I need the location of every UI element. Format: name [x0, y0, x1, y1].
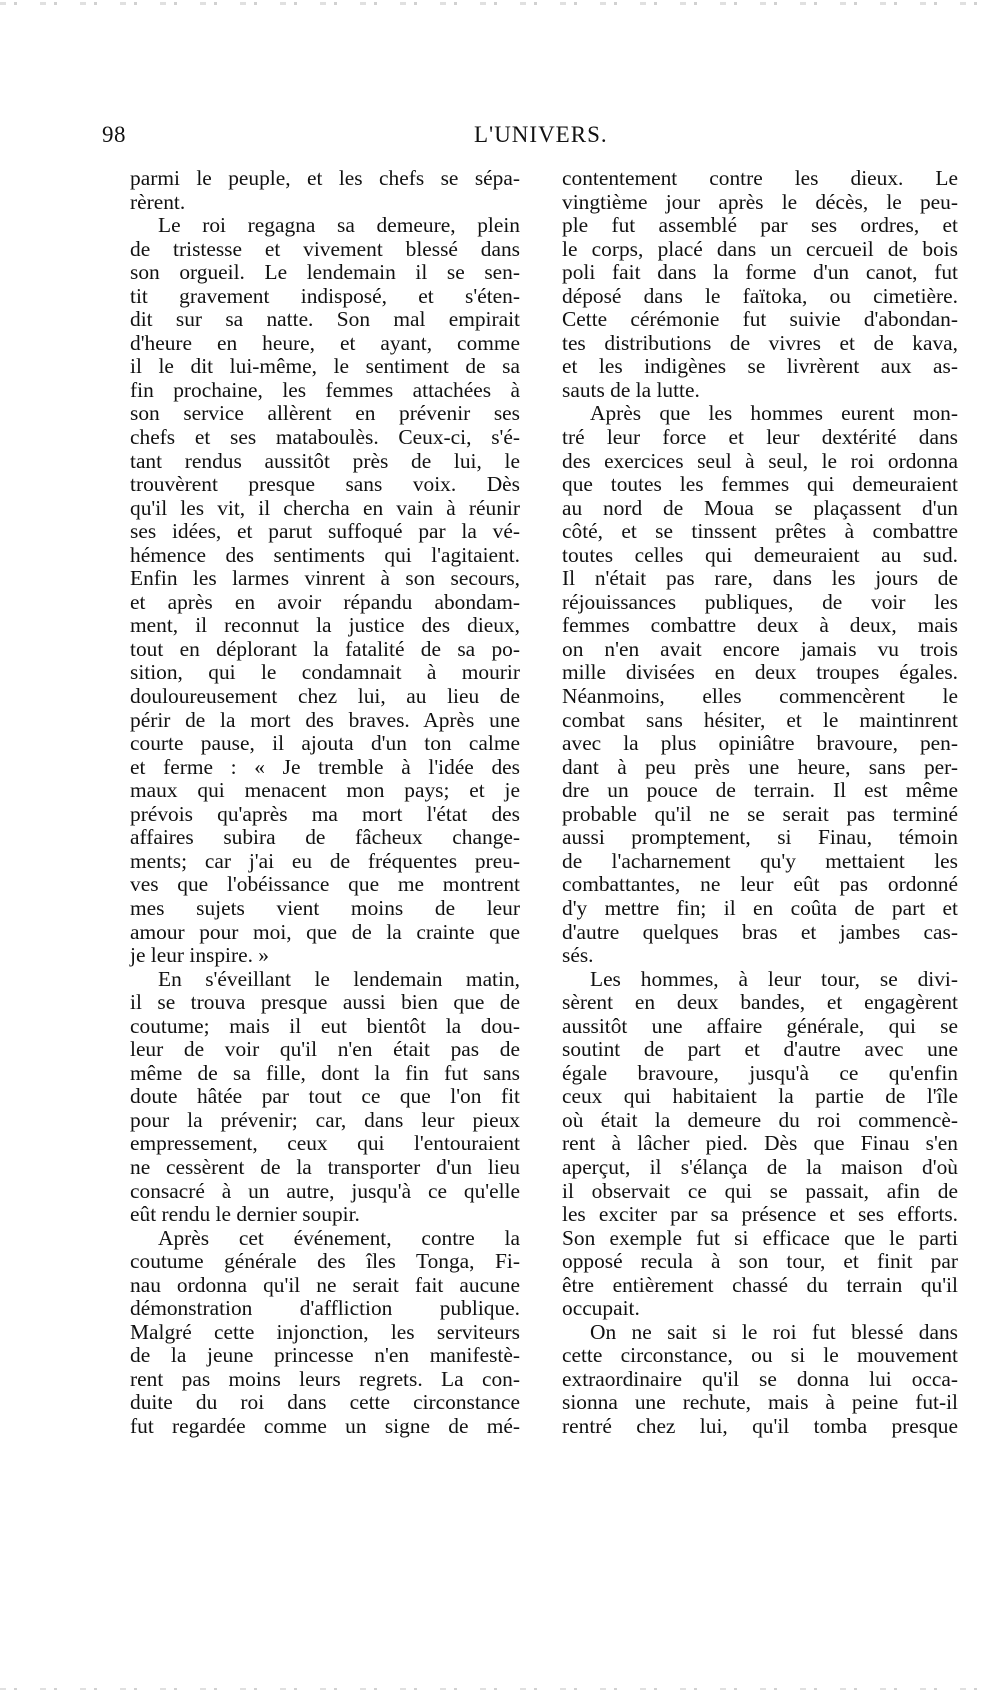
text-line: mille divisées en deux troupes égales.	[562, 660, 958, 685]
text-line: tant rendus aussitôt près de lui, le	[130, 448, 520, 473]
text-line: que toutes les femmes qui demeuraient	[562, 472, 958, 497]
text-line: leur de voir qu'il n'en était pas de	[130, 1037, 520, 1062]
text-line: sionna une rechute, mais à peine fut-il	[562, 1390, 958, 1415]
scan-edge-bottom	[0, 1688, 1000, 1690]
text-line: et ferme : « Je tremble à l'idée des	[130, 754, 520, 779]
text-line: tré leur force et leur dextérité dans	[562, 425, 958, 450]
text-line: ceux qui habitaient la partie de l'île	[562, 1084, 958, 1109]
text-line: Après que les hommes eurent mon-	[590, 401, 958, 426]
right-column	[562, 167, 958, 1439]
text-line: ple fut assemblé par ses ordres, et	[562, 213, 958, 238]
text-line: aussitôt une affaire générale, qui se	[562, 1013, 958, 1038]
text-line: être entièrement chassé du terrain qu'il	[562, 1272, 958, 1297]
text-line: courte pause, il ajouta d'un ton calme	[130, 731, 520, 756]
text-line: de tristesse et vivement blessé dans	[130, 236, 520, 261]
text-line: contentement contre les dieux. Le	[562, 166, 958, 190]
text-line: sition, qui le condamnait à mourir	[130, 660, 520, 685]
text-line: empressement, ceux qui l'entouraient	[130, 1131, 520, 1156]
text-line: probable qu'il ne se serait pas terminé	[562, 801, 958, 826]
text-line: On ne sait si le roi fut blessé dans	[590, 1319, 958, 1344]
text-line: tout en déplorant la fatalité de sa po-	[130, 636, 520, 661]
running-head	[102, 122, 952, 152]
text-line: douloureusement chez lui, au lieu de	[130, 684, 520, 709]
text-line: vingtième jour après le décès, le peu-	[562, 189, 958, 214]
text-line: Malgré cette injonction, les serviteurs	[130, 1319, 520, 1344]
text-line: affaires subira de fâcheux change-	[130, 825, 520, 850]
text-line: trouvèrent presque sans voix. Dès	[130, 472, 520, 497]
text-line: hémence des sentiments qui l'agitaient.	[130, 542, 520, 567]
text-line: dant à peu près une heure, sans per-	[562, 754, 958, 779]
text-line: rent pas moins leurs regrets. La con-	[130, 1366, 520, 1391]
page-number: 98	[102, 122, 126, 147]
text-line: coutume; mais il eut bientôt la dou-	[130, 1013, 520, 1038]
text-line: qu'il les vit, il chercha en vain à réunir	[130, 495, 520, 520]
text-line: rentré chez lui, qu'il tomba presque	[562, 1413, 958, 1438]
text-line: de l'acharnement qu'y mettaient les	[562, 848, 958, 873]
text-line: Enfin les larmes vinrent à son secours,	[130, 566, 520, 591]
left-column	[130, 167, 520, 1439]
text-line: amour pour moi, que de la crainte que	[130, 919, 520, 944]
text-line: aperçut, il s'élança de la maison d'où	[562, 1154, 958, 1179]
text-line: combat sans hésiter, et le maintinrent	[562, 707, 958, 732]
text-line: d'autre quelques bras et jambes cas-	[562, 919, 958, 944]
text-line: mes sujets vient moins de leur	[130, 895, 520, 920]
text-line: femmes combattre deux à deux, mais	[562, 613, 958, 638]
text-line: doute hâtée par tout ce que l'on fit	[130, 1084, 520, 1109]
text-line: Après cet événement, contre la	[158, 1225, 520, 1250]
text-line: dit sur sa natte. Son mal empirait	[130, 307, 520, 332]
text-line: ments; car j'ai eu de fréquentes preu-	[130, 848, 520, 873]
text-line: et les indigènes se livrèrent aux as-	[562, 354, 958, 379]
text-line: de la jeune princesse n'en manifestè-	[130, 1343, 520, 1368]
scan-edge-top	[0, 2, 1000, 5]
text-line: combattantes, ne leur eût pas ordonné	[562, 872, 958, 897]
text-line: poli fait dans la forme d'un canot, fut	[562, 260, 958, 285]
text-line: nau ordonna qu'il ne serait fait aucune	[130, 1272, 520, 1297]
text-line: Les hommes, à leur tour, se divi-	[590, 966, 958, 991]
text-line: En s'éveillant le lendemain matin,	[158, 966, 520, 991]
text-line: ses idées, et parut suffoqué par la vé-	[130, 519, 520, 544]
text-line: chefs et ses mataboulès. Ceux-ci, s'é-	[130, 425, 520, 450]
text-line: Son exemple fut si efficace que le parti	[562, 1225, 958, 1250]
text-line: périr de la mort des braves. Après une	[130, 707, 520, 732]
text-line: toutes celles qui demeuraient au sud.	[562, 542, 958, 567]
text-line: coutume générale des îles Tonga, Fi-	[130, 1249, 520, 1274]
text-line: parmi le peuple, et les chefs se sépa-	[130, 166, 520, 190]
text-line: on n'en avait encore jamais vu trois	[562, 636, 958, 661]
text-line: prévois qu'après ma mort l'état des	[130, 801, 520, 826]
text-line: ment, il reconnut la justice des dieux,	[130, 613, 520, 638]
text-line: il le dit lui-même, le sentiment de sa	[130, 354, 520, 379]
text-line: Néanmoins, elles commencèrent le	[562, 684, 958, 709]
text-line: sauts de la lutte.	[562, 377, 700, 402]
text-line: son service allèrent en prévenir ses	[130, 401, 520, 426]
text-line: pour la prévenir; car, dans leur pieux	[130, 1107, 520, 1132]
text-line: où était la demeure du roi commencè-	[562, 1107, 958, 1132]
text-line: les exciter par sa présence et ses efforts.	[562, 1202, 958, 1227]
text-line: rent à lâcher pied. Dès que Finau s'en	[562, 1131, 958, 1156]
text-line: soutint de part et d'autre avec une	[562, 1037, 958, 1062]
text-line: et après en avoir répandu abondam-	[130, 589, 520, 614]
text-line: il se trouva presque aussi bien que de	[130, 990, 520, 1015]
text-line: démonstration d'affliction publique.	[130, 1296, 520, 1321]
text-line: je leur inspire. »	[130, 943, 269, 968]
text-line: côté, et se tinssent prêtes à combattre	[562, 519, 958, 544]
text-line: fut regardée comme un signe de mé-	[130, 1413, 520, 1438]
text-line: maux qui menacent mon pays; et je	[130, 778, 520, 803]
text-line: réjouissances publiques, de voir les	[562, 589, 958, 614]
text-line: Cette cérémonie fut suivie d'abondan-	[562, 307, 958, 332]
text-line: d'heure en heure, et ayant, comme	[130, 330, 520, 355]
text-line: il observait ce qui se passait, afin de	[562, 1178, 958, 1203]
text-line: dre un pouce de terrain. Il est même	[562, 778, 958, 803]
text-line: déposé dans le faïtoka, ou cimetière.	[562, 283, 958, 308]
text-line: même de sa fille, dont la fin fut sans	[130, 1060, 520, 1085]
text-line: aussi promptement, si Finau, témoin	[562, 825, 958, 850]
text-line: consacré à un autre, jusqu'à ce qu'elle	[130, 1178, 520, 1203]
text-line: Il n'était pas rare, dans les jours de	[562, 566, 958, 591]
text-line: sés.	[562, 943, 594, 968]
text-line: sèrent en deux bandes, et engagèrent	[562, 990, 958, 1015]
text-line: Le roi regagna sa demeure, plein	[158, 213, 520, 238]
text-line: fin prochaine, les femmes attachées à	[130, 377, 520, 402]
text-line: des exercices seul à seul, le roi ordonna	[562, 448, 958, 473]
text-line: tit gravement indisposé, et s'éten-	[130, 283, 520, 308]
text-line: rèrent.	[130, 189, 186, 214]
text-line: ves que l'obéissance que me montrent	[130, 872, 520, 897]
text-line: d'y mettre fin; il en coûta de part et	[562, 895, 958, 920]
text-line: avec la plus opiniâtre bravoure, pen-	[562, 731, 958, 756]
text-line: opposé recula à son tour, et finit par	[562, 1249, 958, 1274]
text-line: égale bravoure, jusqu'à ce qu'enfin	[562, 1060, 958, 1085]
text-line: son orgueil. Le lendemain il se sen-	[130, 260, 520, 285]
text-line: au nord de Moua se plaçassent d'un	[562, 495, 958, 520]
text-line: ne cessèrent de la transporter d'un lieu	[130, 1154, 520, 1179]
text-line: cette circonstance, ou si le mouvement	[562, 1343, 958, 1368]
text-line: occupait.	[562, 1296, 640, 1321]
text-line: eût rendu le dernier soupir.	[130, 1202, 360, 1227]
text-line: duite du roi dans cette circonstance	[130, 1390, 520, 1415]
text-line: le corps, placé dans un cercueil de bois	[562, 236, 958, 261]
text-line: tes distributions de vivres et de kava,	[562, 330, 958, 355]
text-line: extraordinaire qu'il se donna lui occa-	[562, 1366, 958, 1391]
running-title: L'UNIVERS.	[474, 122, 608, 147]
